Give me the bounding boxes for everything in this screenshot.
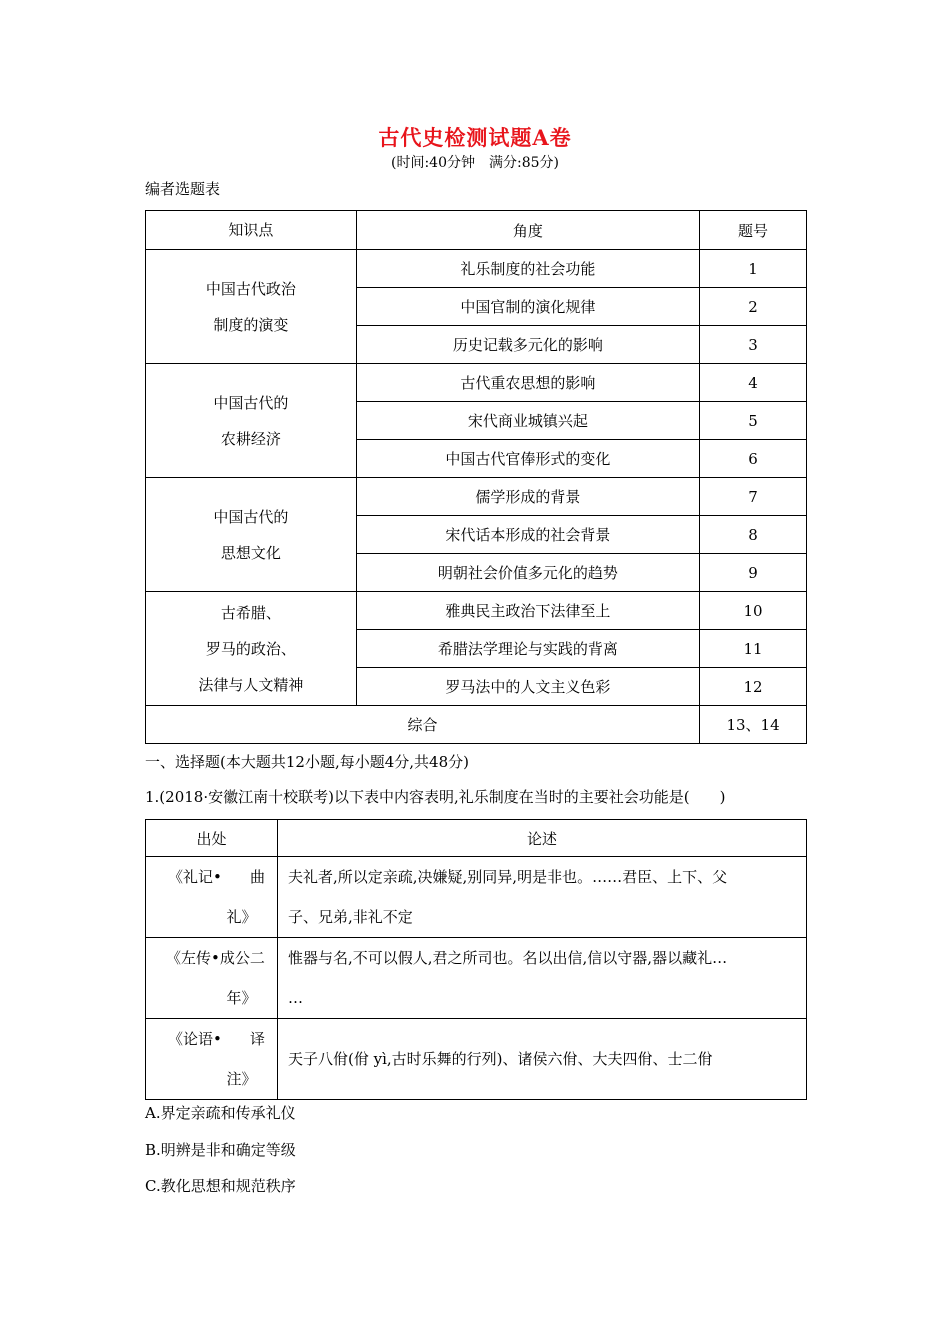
number-cell: 3 <box>700 326 807 364</box>
number-cell: 4 <box>700 364 807 402</box>
summary-row <box>146 706 807 744</box>
angle-cell: 历史记载多元化的影响 <box>356 326 699 364</box>
source-cell: 《左传•成公二 年》 <box>146 938 278 1019</box>
number-cell: 9 <box>700 554 807 592</box>
discussion-cell: 惟器与名,不可以假人,君之所司也。名以出信,信以守器,器以藏礼… … <box>278 938 807 1019</box>
angle-cell: 宋代话本形成的社会背景 <box>356 516 699 554</box>
source-cell: 《论语• 译 注》 <box>146 1019 278 1100</box>
knowledge-point-cell: 中国古代政治 制度的演变 <box>146 250 357 364</box>
angle-cell: 中国古代官俸形式的变化 <box>356 440 699 478</box>
table-header-row <box>146 211 807 250</box>
number-cell: 2 <box>700 288 807 326</box>
angle-cell: 宋代商业城镇兴起 <box>356 402 699 440</box>
source-cell: 《礼记• 曲 礼》 <box>146 857 278 938</box>
question-stem: 1.(2018·安徽江南十校联考)以下表中内容表明,礼乐制度在当时的主要社会功能是( ) <box>145 788 726 806</box>
topic-selection-table <box>145 210 807 744</box>
knowledge-point-cell: 中国古代的 思想文化 <box>146 478 357 592</box>
page-title: 古代史检测试题A卷 <box>378 125 572 150</box>
number-cell: 11 <box>700 630 807 668</box>
table-header-row <box>146 820 807 857</box>
table-row <box>146 478 807 516</box>
angle-cell: 明朝社会价值多元化的趋势 <box>356 554 699 592</box>
number-cell: 6 <box>700 440 807 478</box>
table-row <box>146 1019 807 1100</box>
option-c[interactable]: C.教化思想和规范秩序 <box>145 1177 296 1195</box>
table-caption: 编者选题表 <box>145 180 221 198</box>
header-question-number: 题号 <box>700 211 807 250</box>
angle-cell: 古代重农思想的影响 <box>356 364 699 402</box>
table-row <box>146 857 807 938</box>
number-cell: 7 <box>700 478 807 516</box>
header-knowledge-point: 知识点 <box>146 211 357 250</box>
angle-cell: 中国官制的演化规律 <box>356 288 699 326</box>
exam-time-score: (时间:40分钟 满分:85分) <box>391 155 559 171</box>
header-discussion: 论述 <box>278 820 807 857</box>
table-row <box>146 938 807 1019</box>
number-cell: 5 <box>700 402 807 440</box>
discussion-cell: 天子八佾(佾 yì,古时乐舞的行列)、诸侯六佾、大夫四佾、士二佾 <box>278 1019 807 1100</box>
angle-cell: 雅典民主政治下法律至上 <box>356 592 699 630</box>
number-cell: 12 <box>700 668 807 706</box>
summary-label: 综合 <box>146 706 700 744</box>
summary-number: 13、14 <box>700 706 807 744</box>
section-heading: 一、选择题(本大题共12小题,每小题4分,共48分) <box>145 753 469 771</box>
header-source: 出处 <box>146 820 278 857</box>
table-row <box>146 592 807 630</box>
table-row <box>146 364 807 402</box>
discussion-cell: 夫礼者,所以定亲疏,决嫌疑,别同异,明是非也。……君臣、上下、父 子、兄弟,非礼不定 <box>278 857 807 938</box>
angle-cell: 礼乐制度的社会功能 <box>356 250 699 288</box>
number-cell: 8 <box>700 516 807 554</box>
header-angle: 角度 <box>356 211 699 250</box>
table-row <box>146 250 807 288</box>
angle-cell: 希腊法学理论与实践的背离 <box>356 630 699 668</box>
option-b[interactable]: B.明辨是非和确定等级 <box>145 1141 296 1159</box>
knowledge-point-cell: 中国古代的 农耕经济 <box>146 364 357 478</box>
angle-cell: 罗马法中的人文主义色彩 <box>356 668 699 706</box>
number-cell: 1 <box>700 250 807 288</box>
angle-cell: 儒学形成的背景 <box>356 478 699 516</box>
option-a[interactable]: A.界定亲疏和传承礼仪 <box>145 1104 296 1122</box>
knowledge-point-cell: 古希腊、 罗马的政治、 法律与人文精神 <box>146 592 357 706</box>
number-cell: 10 <box>700 592 807 630</box>
source-table <box>145 819 807 1100</box>
